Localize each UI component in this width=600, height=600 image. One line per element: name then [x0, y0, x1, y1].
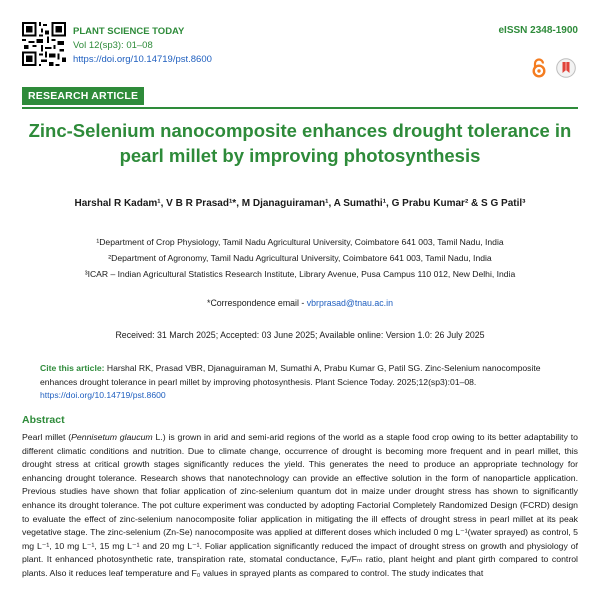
- affiliation-2: ²Department of Agronomy, Tamil Nadu Agricultural University, Coimbatore 641 003, Tamil Nadu, India: [108, 253, 492, 263]
- species-name: Pennisetum glaucum: [71, 432, 153, 442]
- journal-volume: Vol 12(sp3): 01–08: [73, 40, 153, 51]
- abstract-heading: Abstract: [22, 414, 65, 426]
- header-divider: [22, 107, 578, 109]
- affiliation-3: ³ICAR – Indian Agricultural Statistics Research Institute, Library Avenue, Pusa Campus 110 012, New Delhi, India: [84, 269, 516, 279]
- received-dates: Received: 31 March 2025; Accepted: 03 June 2025; Available online: Version 1.0: 26 July 2025: [115, 330, 485, 340]
- crossmark-icon[interactable]: [556, 58, 576, 78]
- eissn: eISSN 2348-1900: [498, 25, 578, 36]
- header-icons: [532, 58, 576, 78]
- doi-link[interactable]: https://doi.org/10.14719/pst.8600: [73, 54, 212, 65]
- citation-text: Harshal RK, Prasad VBR, Djanaguiraman M, Sumathi A, Prabu Kumar G, Patil SG. Zinc-Selenium nanocomposite enhances drought tolerance in pearl millet by improving photosynthesis. Plant Science Today. 2025;12(sp3):01–08.: [40, 363, 541, 387]
- abstract-text: [22, 431, 578, 600]
- citation-label: Cite this article:: [40, 363, 107, 373]
- open-access-icon[interactable]: [532, 58, 546, 78]
- qr-code-icon: [22, 22, 66, 66]
- abstract-part-1: Pearl millet (: [22, 432, 72, 442]
- article-type-badge: RESEARCH ARTICLE: [22, 87, 144, 105]
- article-title: Zinc-Selenium nanocomposite enhances drought tolerance in pearl millet by improving photosynthesis: [28, 120, 572, 166]
- citation-block: [40, 362, 560, 403]
- affiliations: [22, 234, 578, 282]
- correspondence: [22, 298, 578, 308]
- journal-name: PLANT SCIENCE TODAY: [73, 26, 185, 37]
- abstract-part-2: L.) is grown in arid and semi-arid regions of the world as a staple food crop owing to its better adaptability to different climatic conditions and nutrition. Due to climate change, occurrence of drought is becoming more frequent and in pearl millet, this drought stress at critical growth stages significantly reduces the yield. This generates the need to produce an appropriate technology for enhancing drought tolerance. Research shows that nanotechnology can provide an effective solution in the form of nanoparticle application. Previous studies have shown that foliar application of zinc-selenium quantum dot in maize under drought stress has shown to significantly enhance its drought tolerance. The pot culture experiment was conducted by adopting Factorial Completely Randomized Design (FCRD) design to evaluate the effect of zinc-selenium nanocomposite foliar application in mitigating the ill effects of drought stress in pearl millet at its peak vegetative stage. The zinc-selenium (Zn-Se) nanocomposite was applied at different doses which included 0 mg L⁻¹(water sprayed) as control, 5 mg L⁻¹, 10 mg L⁻¹, 15 mg L⁻¹ and 20 mg L⁻¹. Foliar application significantly reduced the impact of drought stress on growth and physiology of plant. It enhanced photosynthetic rate, transpiration rate, stomatal conductance, Fᵥ/Fₘ ratio, plant height and plant girth compared to control plants. Also it reduces leaf temperature and F₀ values in sprayed plants as compared to control. The study indicates that: [22, 432, 578, 578]
- correspondence-email[interactable]: vbrprasad@tnau.ac.in: [306, 298, 393, 308]
- affiliation-1: ¹Department of Crop Physiology, Tamil Nadu Agricultural University, Coimbatore 641 003, Tamil Nadu, India: [96, 237, 504, 247]
- author-list: Harshal R Kadam¹, V B R Prasad¹*, M Djanaguiraman¹, A Sumathi¹, G Prabu Kumar² & S G Patil³: [74, 198, 526, 209]
- correspondence-label: *Correspondence email -: [207, 298, 307, 308]
- journal-info: [73, 25, 212, 67]
- citation-doi-link[interactable]: https://doi.org/10.14719/pst.8600: [40, 390, 166, 400]
